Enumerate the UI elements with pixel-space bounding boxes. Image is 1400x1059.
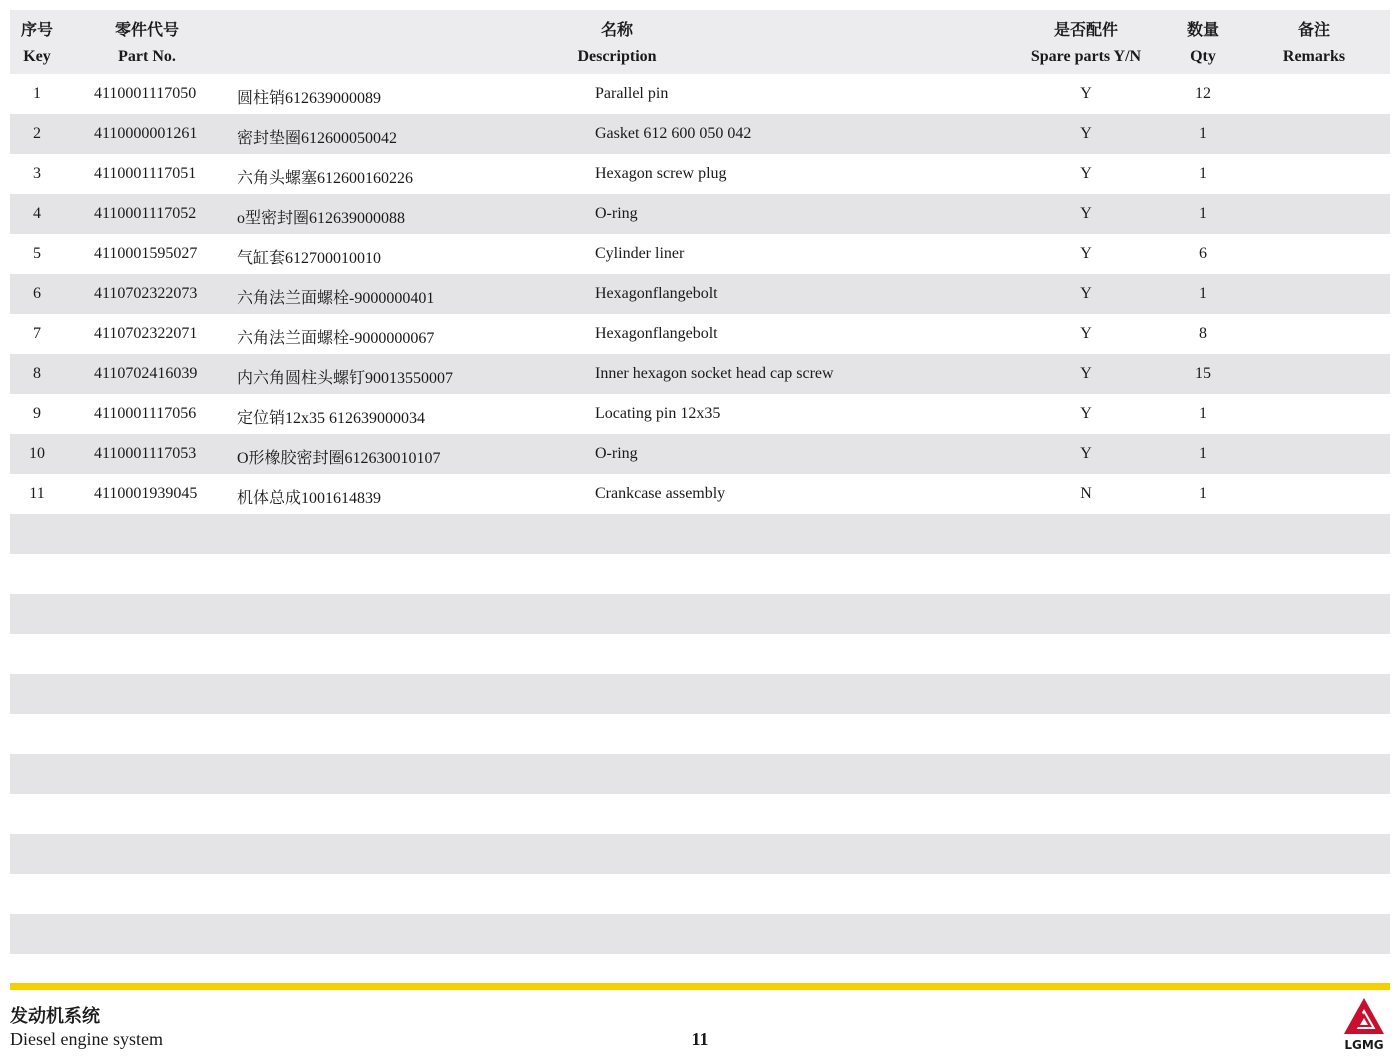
cell-name-zh: o型密封圈612639000088 xyxy=(237,210,406,227)
cell-part-no: 4110702322071 xyxy=(94,325,198,342)
cell-description: O-ring xyxy=(595,205,638,222)
cell-qty: 1 xyxy=(1199,445,1207,462)
header-desc-zh: 名称 xyxy=(600,22,634,39)
table-row xyxy=(10,274,1390,314)
cell-part-no: 4110702322073 xyxy=(94,285,198,302)
table-row xyxy=(10,314,1390,354)
cell-description: Hexagonflangebolt xyxy=(595,285,718,302)
header-remarks-en: Remarks xyxy=(1282,48,1346,65)
cell-key: 4 xyxy=(33,205,41,222)
cell-spare: Y xyxy=(1080,285,1092,302)
cell-description: Locating pin 12x35 xyxy=(595,405,721,422)
table-row xyxy=(10,394,1390,434)
cell-part-no: 4110001117051 xyxy=(94,165,197,182)
table-row xyxy=(10,114,1390,154)
parts-table xyxy=(10,10,1390,954)
cell-spare: Y xyxy=(1080,125,1092,142)
empty-row xyxy=(10,514,1390,554)
cell-spare: Y xyxy=(1080,445,1092,462)
cell-part-no: 4110001117050 xyxy=(94,85,197,102)
cell-spare: Y xyxy=(1080,365,1092,382)
footer-accent-bar xyxy=(10,983,1390,990)
cell-key: 7 xyxy=(33,325,41,342)
empty-row xyxy=(10,914,1390,954)
cell-name-zh: O形橡胶密封圈612630010107 xyxy=(237,450,441,467)
table-row xyxy=(10,154,1390,194)
cell-part-no: 4110001117053 xyxy=(94,445,197,462)
cell-name-zh: 圆柱销612639000089 xyxy=(237,90,382,107)
cell-part-no: 4110001117052 xyxy=(94,205,197,222)
cell-spare: Y xyxy=(1080,165,1092,182)
cell-key: 1 xyxy=(33,85,41,102)
cell-spare: Y xyxy=(1080,325,1092,342)
header-qty-zh: 数量 xyxy=(1186,22,1220,39)
cell-spare: Y xyxy=(1080,205,1092,222)
cell-key: 10 xyxy=(29,445,45,462)
cell-part-no: 4110001939045 xyxy=(94,485,198,502)
header-spare-zh: 是否配件 xyxy=(1053,22,1119,39)
cell-name-zh: 气缸套612700010010 xyxy=(237,250,382,267)
cell-description: Cylinder liner xyxy=(595,245,685,262)
header-partno-zh: 零件代号 xyxy=(114,22,180,39)
table-row xyxy=(10,434,1390,474)
cell-spare: Y xyxy=(1080,245,1092,262)
table-row xyxy=(10,194,1390,234)
table-row xyxy=(10,354,1390,394)
cell-name-zh: 密封垫圈612600050042 xyxy=(237,130,398,147)
header-key-en: Key xyxy=(23,48,51,65)
cell-spare: Y xyxy=(1080,85,1092,102)
cell-part-no: 4110702416039 xyxy=(94,365,198,382)
cell-key: 3 xyxy=(33,165,41,182)
cell-spare: N xyxy=(1080,485,1092,502)
table-header xyxy=(10,10,1390,74)
cell-name-zh: 内六角圆柱头螺钉90013550007 xyxy=(237,370,454,387)
empty-row xyxy=(10,834,1390,874)
cell-description: Inner hexagon socket head cap screw xyxy=(595,365,834,382)
cell-description: Hexagon screw plug xyxy=(595,165,727,182)
cell-description: Hexagonflangebolt xyxy=(595,325,718,342)
cell-key: 9 xyxy=(33,405,41,422)
empty-row xyxy=(10,754,1390,794)
cell-spare: Y xyxy=(1080,405,1092,422)
header-qty-en: Qty xyxy=(1190,48,1216,65)
cell-qty: 1 xyxy=(1199,125,1207,142)
table-body xyxy=(10,74,1390,954)
table-row xyxy=(10,234,1390,274)
cell-qty: 1 xyxy=(1199,165,1207,182)
page-number: 11 xyxy=(691,1029,709,1049)
empty-row xyxy=(10,714,1390,754)
cell-key: 2 xyxy=(33,125,41,142)
header-desc-en: Description xyxy=(577,48,657,65)
section-title-en: Diesel engine system xyxy=(10,1029,163,1049)
empty-row xyxy=(10,674,1390,714)
empty-row xyxy=(10,874,1390,914)
logo-wordmark: LGMG xyxy=(1344,1038,1384,1052)
cell-part-no: 4110001117056 xyxy=(94,405,197,422)
cell-description: Crankcase assembly xyxy=(595,485,726,502)
header-remarks-zh: 备注 xyxy=(1297,22,1331,39)
cell-key: 11 xyxy=(29,485,45,502)
cell-qty: 1 xyxy=(1199,485,1207,502)
cell-key: 6 xyxy=(33,285,41,302)
table-row xyxy=(10,474,1390,514)
table-row xyxy=(10,74,1390,114)
header-partno-en: Part No. xyxy=(118,48,176,65)
empty-row xyxy=(10,554,1390,594)
cell-part-no: 4110001595027 xyxy=(94,245,198,262)
empty-row xyxy=(10,594,1390,634)
cell-name-zh: 六角头螺塞612600160226 xyxy=(237,170,414,187)
cell-description: O-ring xyxy=(595,445,638,462)
cell-qty: 1 xyxy=(1199,405,1207,422)
empty-row xyxy=(10,634,1390,674)
cell-name-zh: 机体总成1001614839 xyxy=(237,490,382,507)
cell-name-zh: 六角法兰面螺栓-9000000067 xyxy=(237,330,435,347)
cell-description: Gasket 612 600 050 042 xyxy=(595,125,752,142)
cell-qty: 6 xyxy=(1199,245,1207,262)
cell-qty: 12 xyxy=(1195,85,1211,102)
cell-qty: 1 xyxy=(1199,285,1207,302)
cell-description: Parallel pin xyxy=(595,85,669,102)
section-title-zh: 发动机系统 xyxy=(10,1006,100,1026)
cell-name-zh: 定位销12x35 612639000034 xyxy=(237,410,426,427)
lgmg-logo xyxy=(1338,996,1390,1052)
cell-name-zh: 六角法兰面螺栓-9000000401 xyxy=(237,290,435,307)
header-spare-en: Spare parts Y/N xyxy=(1030,48,1142,65)
cell-key: 8 xyxy=(33,365,41,382)
empty-row xyxy=(10,794,1390,834)
cell-part-no: 4110000001261 xyxy=(94,125,198,142)
header-key-zh: 序号 xyxy=(20,22,54,39)
cell-qty: 8 xyxy=(1199,325,1207,342)
cell-qty: 1 xyxy=(1199,205,1207,222)
cell-key: 5 xyxy=(33,245,41,262)
cell-qty: 15 xyxy=(1195,365,1211,382)
